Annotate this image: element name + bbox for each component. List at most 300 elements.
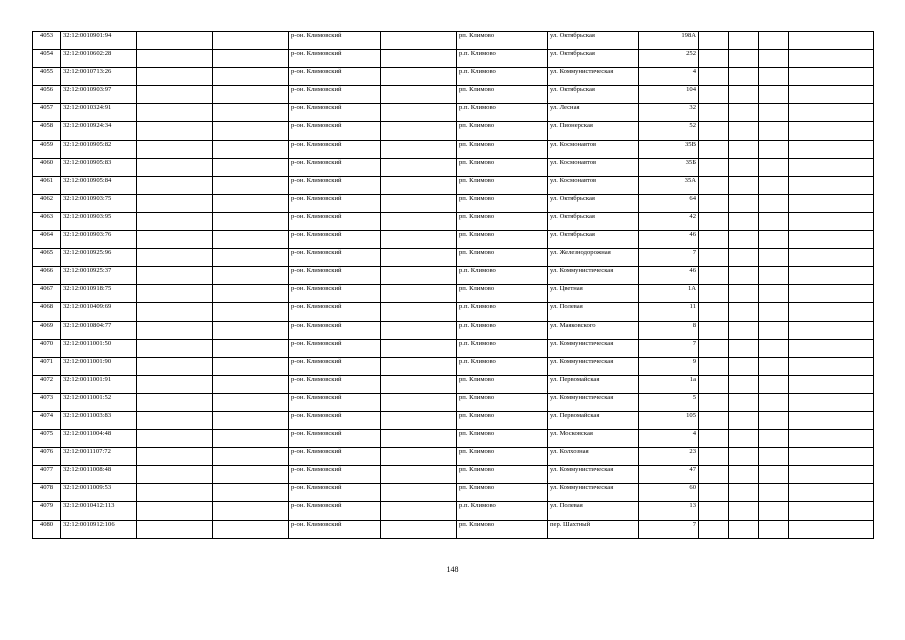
empty-cell: [759, 176, 789, 194]
settlement-cell: рп. Климово: [457, 411, 548, 429]
empty-cell: [213, 520, 289, 538]
empty-cell: [729, 339, 759, 357]
empty-cell: [381, 430, 457, 448]
settlement-cell: р.п. Климово: [457, 68, 548, 86]
table-row: [33, 122, 874, 140]
empty-cell: [137, 357, 213, 375]
empty-cell: [381, 339, 457, 357]
empty-cell: [137, 212, 213, 230]
house-number-cell: 105: [639, 411, 699, 429]
settlement-cell: рп. Климово: [457, 484, 548, 502]
empty-cell: [137, 86, 213, 104]
empty-cell: [213, 32, 289, 50]
district-cell: р-он. Климовский: [289, 50, 381, 68]
district-cell: р-он. Климовский: [289, 32, 381, 50]
empty-cell: [213, 176, 289, 194]
empty-cell: [759, 484, 789, 502]
table-row: [33, 321, 874, 339]
cadastral-number-cell: 32:12:0011009:53: [61, 484, 137, 502]
empty-cell: [381, 68, 457, 86]
row-number-cell: 4075: [33, 430, 61, 448]
empty-cell: [789, 176, 874, 194]
street-cell: ул. Лесная: [548, 104, 639, 122]
cadastral-number-cell: 32:12:0010918:75: [61, 285, 137, 303]
row-number-cell: 4080: [33, 520, 61, 538]
cadastral-number-cell: 32:12:0010903:75: [61, 194, 137, 212]
cadastral-number-cell: 32:12:0011107:72: [61, 448, 137, 466]
empty-cell: [789, 267, 874, 285]
empty-cell: [699, 520, 729, 538]
empty-cell: [729, 357, 759, 375]
empty-cell: [759, 375, 789, 393]
empty-cell: [381, 267, 457, 285]
empty-cell: [759, 32, 789, 50]
empty-cell: [759, 104, 789, 122]
empty-cell: [729, 321, 759, 339]
empty-cell: [699, 448, 729, 466]
table-row: [33, 32, 874, 50]
empty-cell: [381, 158, 457, 176]
street-cell: ул. Коммунистическая: [548, 393, 639, 411]
district-cell: р-он. Климовский: [289, 466, 381, 484]
empty-cell: [729, 104, 759, 122]
house-number-cell: 7: [639, 339, 699, 357]
empty-cell: [699, 104, 729, 122]
street-cell: ул. Коммунистическая: [548, 357, 639, 375]
row-number-cell: 4071: [33, 357, 61, 375]
empty-cell: [213, 68, 289, 86]
district-cell: р-он. Климовский: [289, 86, 381, 104]
empty-cell: [759, 158, 789, 176]
empty-cell: [789, 122, 874, 140]
empty-cell: [789, 212, 874, 230]
cadastral-number-cell: 32:12:0010905:83: [61, 158, 137, 176]
empty-cell: [699, 303, 729, 321]
empty-cell: [759, 339, 789, 357]
settlement-cell: рп. Климово: [457, 393, 548, 411]
empty-cell: [789, 68, 874, 86]
settlement-cell: р.п. Климово: [457, 50, 548, 68]
table-row: [33, 466, 874, 484]
empty-cell: [381, 448, 457, 466]
table-row: [33, 212, 874, 230]
empty-cell: [789, 339, 874, 357]
row-number-cell: 4057: [33, 104, 61, 122]
district-cell: р-он. Климовский: [289, 357, 381, 375]
district-cell: р-он. Климовский: [289, 448, 381, 466]
empty-cell: [759, 50, 789, 68]
settlement-cell: рп. Климово: [457, 140, 548, 158]
empty-cell: [381, 411, 457, 429]
empty-cell: [759, 321, 789, 339]
settlement-cell: р.п. Климово: [457, 303, 548, 321]
settlement-cell: р.п. Климово: [457, 357, 548, 375]
cadastral-number-cell: 32:12:0010905:82: [61, 140, 137, 158]
street-cell: ул. Октябрьская: [548, 86, 639, 104]
empty-cell: [699, 411, 729, 429]
empty-cell: [381, 520, 457, 538]
street-cell: ул. Октябрьская: [548, 212, 639, 230]
street-cell: ул. Октябрьская: [548, 194, 639, 212]
empty-cell: [381, 285, 457, 303]
empty-cell: [137, 484, 213, 502]
settlement-cell: рп. Климово: [457, 466, 548, 484]
empty-cell: [213, 502, 289, 520]
street-cell: ул. Колхозная: [548, 448, 639, 466]
cadastral-number-cell: 32:12:0010409:69: [61, 303, 137, 321]
house-number-cell: 252: [639, 50, 699, 68]
district-cell: р-он. Климовский: [289, 212, 381, 230]
empty-cell: [381, 32, 457, 50]
table-row: [33, 411, 874, 429]
empty-cell: [759, 502, 789, 520]
empty-cell: [699, 68, 729, 86]
empty-cell: [137, 194, 213, 212]
empty-cell: [789, 50, 874, 68]
empty-cell: [699, 502, 729, 520]
empty-cell: [137, 285, 213, 303]
cadastral-number-cell: 32:12:0011004:48: [61, 430, 137, 448]
empty-cell: [381, 502, 457, 520]
empty-cell: [381, 140, 457, 158]
empty-cell: [137, 231, 213, 249]
house-number-cell: 35В: [639, 140, 699, 158]
table-row: [33, 484, 874, 502]
empty-cell: [137, 321, 213, 339]
empty-cell: [213, 321, 289, 339]
empty-cell: [699, 484, 729, 502]
empty-cell: [789, 158, 874, 176]
row-number-cell: 4069: [33, 321, 61, 339]
settlement-cell: рп. Климово: [457, 194, 548, 212]
street-cell: ул. Коммунистическая: [548, 484, 639, 502]
empty-cell: [699, 194, 729, 212]
street-cell: ул. Железнодорожная: [548, 249, 639, 267]
district-cell: р-он. Климовский: [289, 484, 381, 502]
cadastral-number-cell: 32:12:0011001:90: [61, 357, 137, 375]
house-number-cell: 8: [639, 321, 699, 339]
settlement-cell: р.п. Климово: [457, 502, 548, 520]
empty-cell: [213, 357, 289, 375]
empty-cell: [729, 375, 759, 393]
empty-cell: [699, 122, 729, 140]
empty-cell: [137, 32, 213, 50]
district-cell: р-он. Климовский: [289, 393, 381, 411]
empty-cell: [137, 140, 213, 158]
empty-cell: [213, 466, 289, 484]
empty-cell: [213, 267, 289, 285]
district-cell: р-он. Климовский: [289, 231, 381, 249]
empty-cell: [137, 303, 213, 321]
empty-cell: [729, 86, 759, 104]
table-row: [33, 194, 874, 212]
cadastral-number-cell: 32:12:0011008:48: [61, 466, 137, 484]
table-row: [33, 249, 874, 267]
empty-cell: [381, 393, 457, 411]
empty-cell: [759, 430, 789, 448]
street-cell: ул. Космонавтов: [548, 176, 639, 194]
street-cell: ул. Коммунистическая: [548, 68, 639, 86]
district-cell: р-он. Климовский: [289, 285, 381, 303]
row-number-cell: 4076: [33, 448, 61, 466]
empty-cell: [789, 194, 874, 212]
empty-cell: [729, 520, 759, 538]
empty-cell: [759, 122, 789, 140]
empty-cell: [729, 285, 759, 303]
empty-cell: [381, 194, 457, 212]
empty-cell: [137, 122, 213, 140]
row-number-cell: 4079: [33, 502, 61, 520]
house-number-cell: 23: [639, 448, 699, 466]
table-row: [33, 86, 874, 104]
empty-cell: [699, 158, 729, 176]
row-number-cell: 4066: [33, 267, 61, 285]
house-number-cell: 35А: [639, 176, 699, 194]
empty-cell: [381, 249, 457, 267]
house-number-cell: 11: [639, 303, 699, 321]
empty-cell: [759, 411, 789, 429]
empty-cell: [699, 393, 729, 411]
settlement-cell: рп. Климово: [457, 122, 548, 140]
settlement-cell: рп. Климово: [457, 176, 548, 194]
empty-cell: [729, 502, 759, 520]
table-row: [33, 104, 874, 122]
street-cell: ул. Коммунистическая: [548, 339, 639, 357]
table-row: [33, 176, 874, 194]
street-cell: ул. Космонавтов: [548, 140, 639, 158]
empty-cell: [699, 249, 729, 267]
district-cell: р-он. Климовский: [289, 321, 381, 339]
empty-cell: [729, 231, 759, 249]
empty-cell: [729, 176, 759, 194]
row-number-cell: 4056: [33, 86, 61, 104]
empty-cell: [729, 393, 759, 411]
empty-cell: [213, 375, 289, 393]
empty-cell: [729, 249, 759, 267]
district-cell: р-он. Климовский: [289, 520, 381, 538]
street-cell: ул. Коммунистическая: [548, 267, 639, 285]
empty-cell: [137, 68, 213, 86]
empty-cell: [213, 285, 289, 303]
empty-cell: [729, 140, 759, 158]
table-row: [33, 339, 874, 357]
empty-cell: [137, 411, 213, 429]
empty-cell: [759, 303, 789, 321]
table-row: [33, 430, 874, 448]
empty-cell: [381, 86, 457, 104]
district-cell: р-он. Климовский: [289, 430, 381, 448]
empty-cell: [759, 68, 789, 86]
empty-cell: [729, 122, 759, 140]
empty-cell: [699, 430, 729, 448]
house-number-cell: 1а: [639, 375, 699, 393]
empty-cell: [213, 194, 289, 212]
empty-cell: [759, 86, 789, 104]
empty-cell: [789, 231, 874, 249]
street-cell: пер. Шахтный: [548, 520, 639, 538]
house-number-cell: 47: [639, 466, 699, 484]
street-cell: ул. Первомайская: [548, 375, 639, 393]
cadastral-number-cell: 32:12:0010602:28: [61, 50, 137, 68]
row-number-cell: 4064: [33, 231, 61, 249]
cadastral-number-cell: 32:12:0010804:77: [61, 321, 137, 339]
table-row: [33, 303, 874, 321]
row-number-cell: 4058: [33, 122, 61, 140]
cadastral-number-cell: 32:12:0011001:50: [61, 339, 137, 357]
street-cell: ул. Октябрьская: [548, 231, 639, 249]
settlement-cell: рп. Климово: [457, 285, 548, 303]
empty-cell: [699, 339, 729, 357]
settlement-cell: рп. Климово: [457, 520, 548, 538]
row-number-cell: 4077: [33, 466, 61, 484]
cadastral-number-cell: 32:12:0010903:97: [61, 86, 137, 104]
cadastral-number-cell: 32:12:0010925:96: [61, 249, 137, 267]
empty-cell: [759, 466, 789, 484]
table-row: [33, 267, 874, 285]
settlement-cell: рп. Климово: [457, 231, 548, 249]
empty-cell: [699, 32, 729, 50]
house-number-cell: 7: [639, 520, 699, 538]
settlement-cell: рп. Климово: [457, 430, 548, 448]
empty-cell: [381, 466, 457, 484]
empty-cell: [789, 430, 874, 448]
cadastral-number-cell: 32:12:0011001:52: [61, 393, 137, 411]
empty-cell: [759, 520, 789, 538]
empty-cell: [699, 267, 729, 285]
street-cell: ул. Цветная: [548, 285, 639, 303]
empty-cell: [789, 140, 874, 158]
house-number-cell: 4: [639, 430, 699, 448]
empty-cell: [137, 267, 213, 285]
empty-cell: [789, 321, 874, 339]
row-number-cell: 4065: [33, 249, 61, 267]
settlement-cell: р.п. Климово: [457, 267, 548, 285]
empty-cell: [137, 430, 213, 448]
empty-cell: [789, 393, 874, 411]
empty-cell: [759, 194, 789, 212]
empty-cell: [213, 411, 289, 429]
district-cell: р-он. Климовский: [289, 140, 381, 158]
table-row: [33, 375, 874, 393]
district-cell: р-он. Климовский: [289, 176, 381, 194]
empty-cell: [381, 375, 457, 393]
house-number-cell: 60: [639, 484, 699, 502]
empty-cell: [699, 212, 729, 230]
empty-cell: [789, 104, 874, 122]
empty-cell: [137, 104, 213, 122]
street-cell: ул. Первомайская: [548, 411, 639, 429]
table-row: [33, 50, 874, 68]
empty-cell: [381, 321, 457, 339]
house-number-cell: 9: [639, 357, 699, 375]
empty-cell: [729, 267, 759, 285]
district-cell: р-он. Климовский: [289, 411, 381, 429]
row-number-cell: 4060: [33, 158, 61, 176]
district-cell: р-он. Климовский: [289, 122, 381, 140]
settlement-cell: рп. Климово: [457, 375, 548, 393]
empty-cell: [213, 430, 289, 448]
empty-cell: [729, 32, 759, 50]
empty-cell: [759, 285, 789, 303]
cadastral-number-cell: 32:12:0010412:113: [61, 502, 137, 520]
street-cell: ул. Октябрьская: [548, 32, 639, 50]
empty-cell: [789, 411, 874, 429]
empty-cell: [381, 357, 457, 375]
empty-cell: [381, 122, 457, 140]
table-row: [33, 502, 874, 520]
empty-cell: [759, 212, 789, 230]
district-cell: р-он. Климовский: [289, 68, 381, 86]
empty-cell: [789, 448, 874, 466]
house-number-cell: 13: [639, 502, 699, 520]
cadastral-number-cell: 32:12:0010713:26: [61, 68, 137, 86]
empty-cell: [789, 502, 874, 520]
empty-cell: [381, 303, 457, 321]
row-number-cell: 4067: [33, 285, 61, 303]
page-number: 148: [446, 565, 459, 574]
empty-cell: [699, 466, 729, 484]
street-cell: ул. Московская: [548, 430, 639, 448]
house-number-cell: 4: [639, 68, 699, 86]
empty-cell: [137, 176, 213, 194]
empty-cell: [699, 375, 729, 393]
empty-cell: [729, 68, 759, 86]
table-row: [33, 285, 874, 303]
empty-cell: [729, 212, 759, 230]
house-number-cell: 46: [639, 267, 699, 285]
row-number-cell: 4073: [33, 393, 61, 411]
empty-cell: [381, 104, 457, 122]
empty-cell: [213, 249, 289, 267]
row-number-cell: 4074: [33, 411, 61, 429]
settlement-cell: рп. Климово: [457, 158, 548, 176]
settlement-cell: рп. Климово: [457, 448, 548, 466]
settlement-cell: р.п. Климово: [457, 321, 548, 339]
empty-cell: [213, 158, 289, 176]
empty-cell: [789, 466, 874, 484]
empty-cell: [213, 104, 289, 122]
empty-cell: [699, 357, 729, 375]
empty-cell: [213, 393, 289, 411]
empty-cell: [789, 357, 874, 375]
empty-cell: [213, 122, 289, 140]
house-number-cell: 64: [639, 194, 699, 212]
empty-cell: [729, 50, 759, 68]
house-number-cell: 198А: [639, 32, 699, 50]
table-row: [33, 231, 874, 249]
settlement-cell: рп. Климово: [457, 32, 548, 50]
empty-cell: [699, 231, 729, 249]
row-number-cell: 4068: [33, 303, 61, 321]
cadastral-number-cell: 32:12:0010903:95: [61, 212, 137, 230]
row-number-cell: 4059: [33, 140, 61, 158]
empty-cell: [759, 249, 789, 267]
empty-cell: [137, 50, 213, 68]
district-cell: р-он. Климовский: [289, 104, 381, 122]
empty-cell: [789, 32, 874, 50]
empty-cell: [381, 176, 457, 194]
table-row: [33, 357, 874, 375]
empty-cell: [381, 50, 457, 68]
street-cell: ул. Пионерская: [548, 122, 639, 140]
row-number-cell: 4053: [33, 32, 61, 50]
cadastral-number-cell: 32:12:0010901:94: [61, 32, 137, 50]
empty-cell: [137, 502, 213, 520]
empty-cell: [213, 212, 289, 230]
settlement-cell: р.п. Климово: [457, 339, 548, 357]
street-cell: ул. Полевая: [548, 502, 639, 520]
empty-cell: [789, 484, 874, 502]
